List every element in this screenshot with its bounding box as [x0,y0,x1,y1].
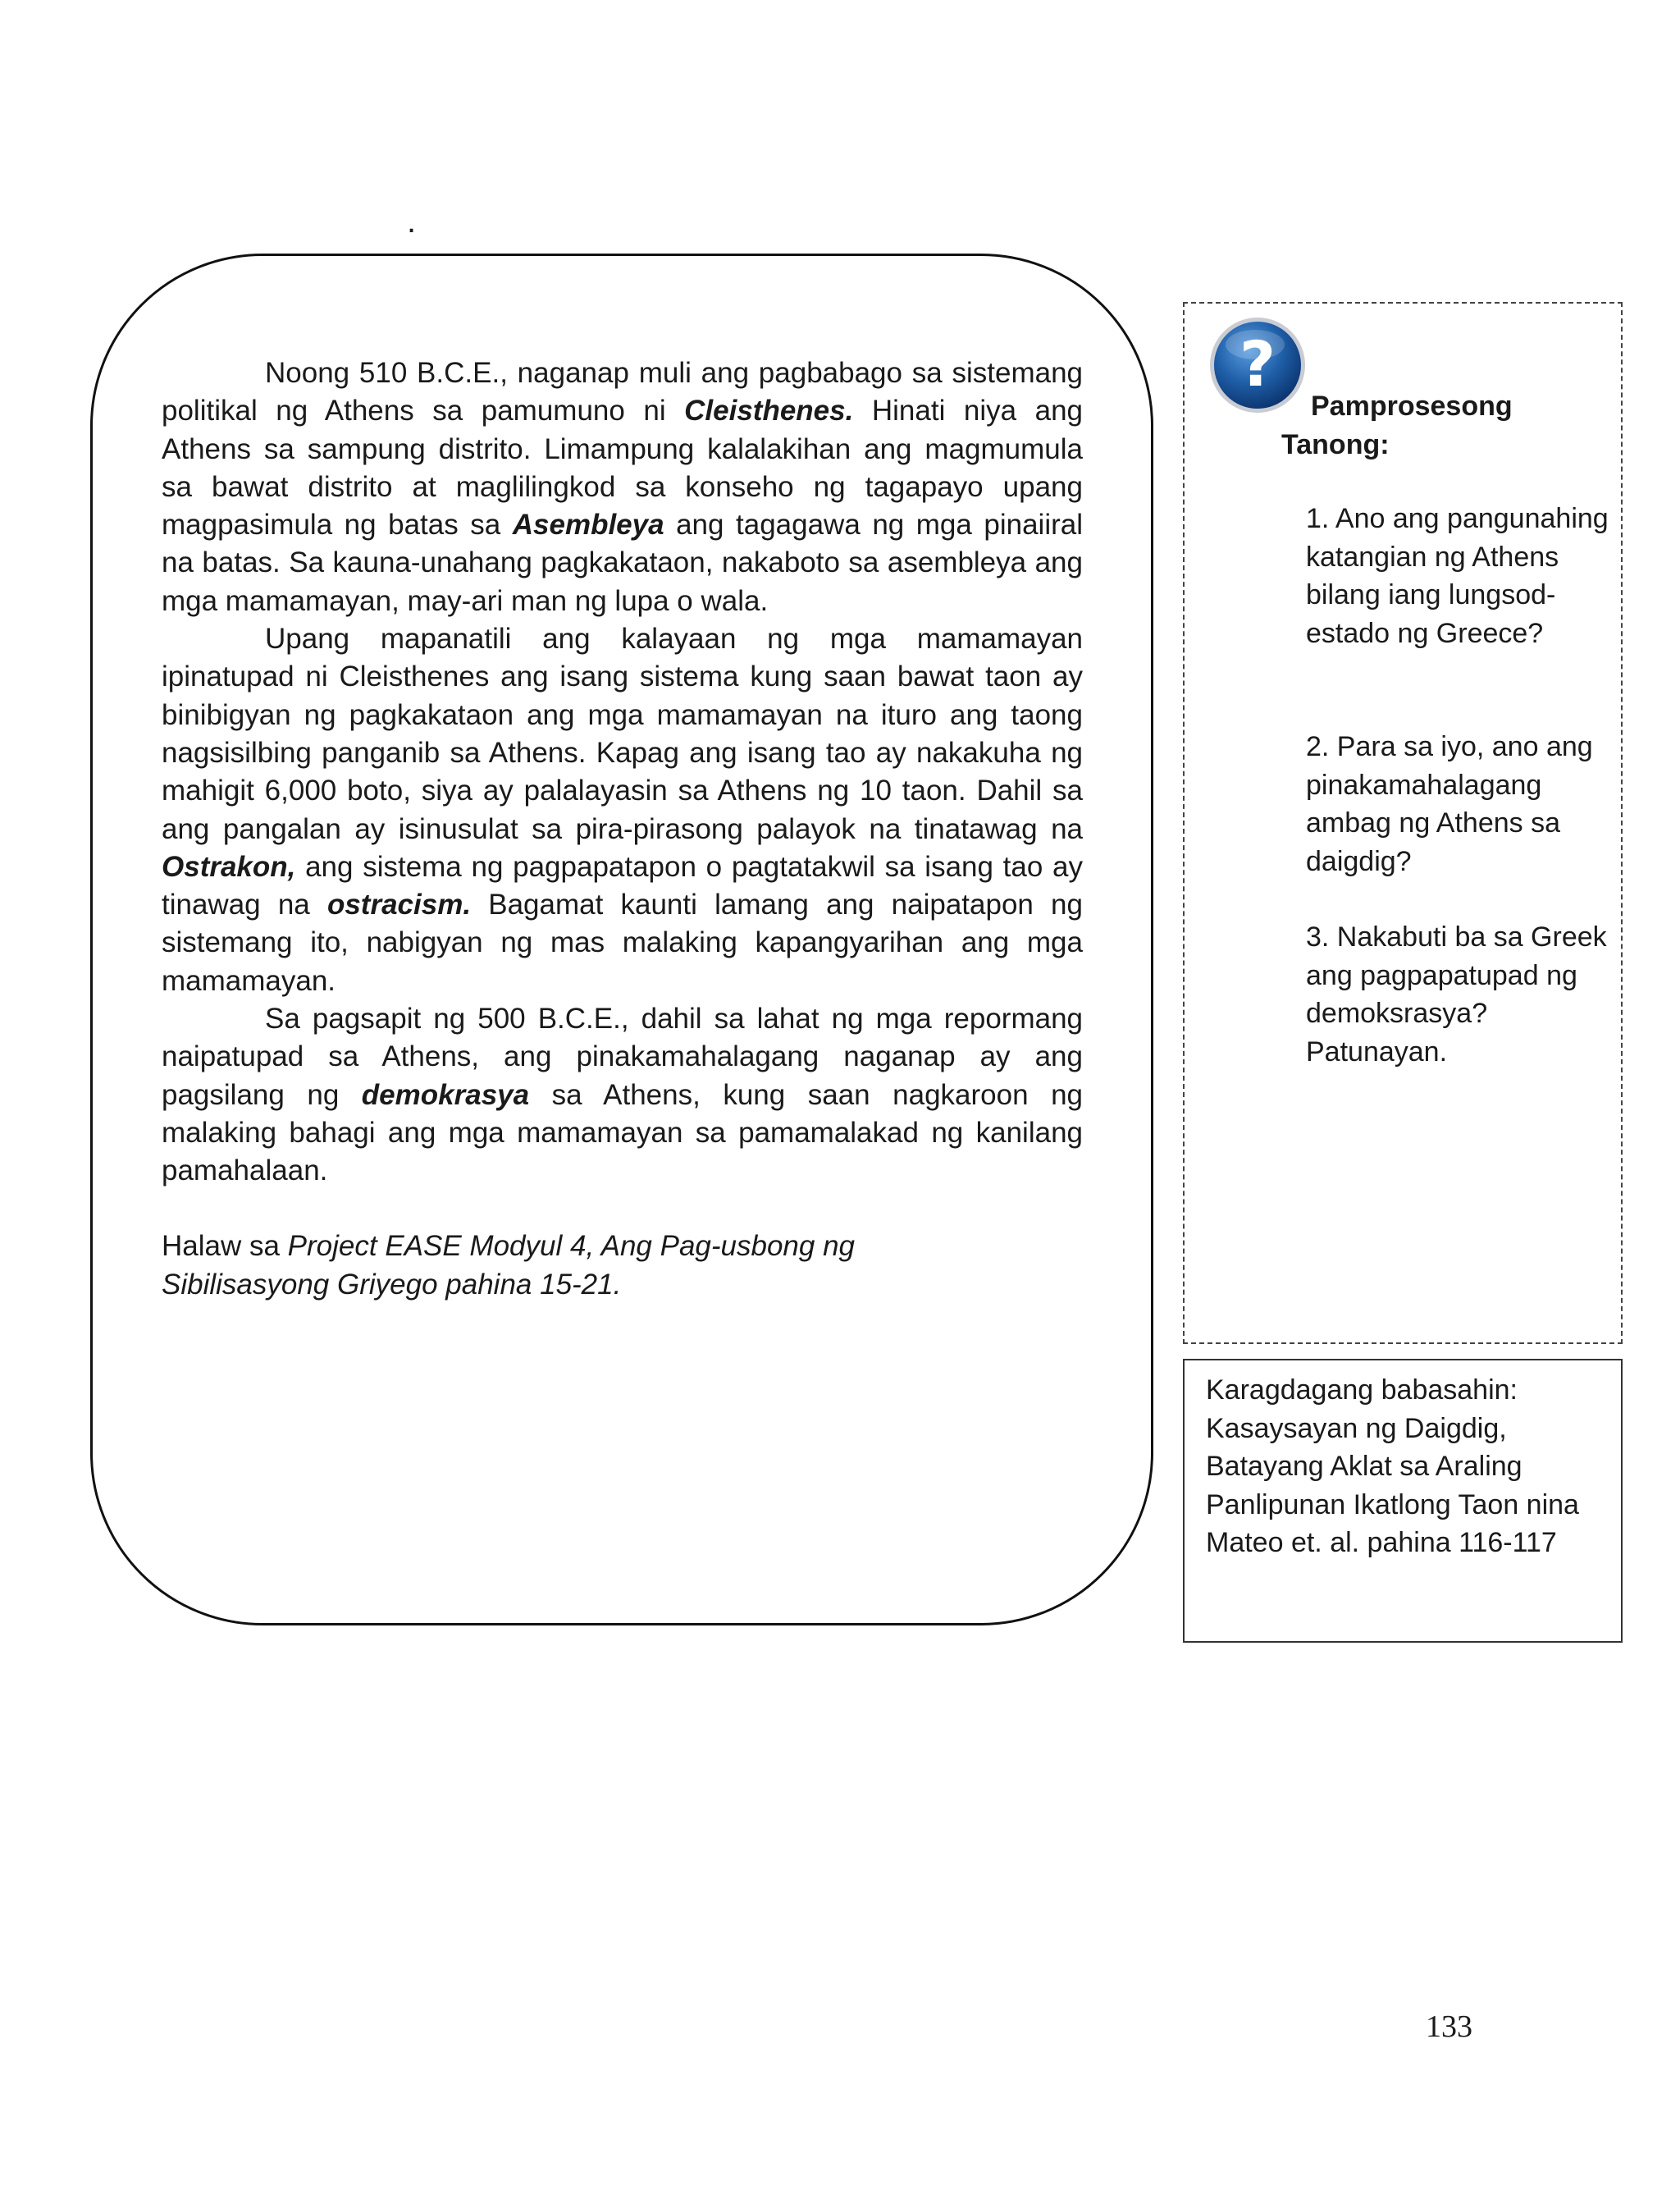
term-demokrasya: demokrasya [361,1078,530,1111]
paragraph-2-text-1: Upang mapanatili ang kalayaan ng mga mamamayan ipinatupad ni Cleisthenes ang isang sistema kung saan bawat taon ay binibigyan ng pagkakataon ang mga mamamayan na ituro ang taong nagsisilbing panganib sa Athens. Kapag ang isang tao ay nakakuha ng mahigit 6,000 boto, siya ay palalayasin sa Athens ng 10 taon. Dahil sa ang pangalan ay isinusulat sa pira-pirasong palayok na tinatawag na [162,623,1083,845]
question-item-3: 3. Nakabuti ba sa Greek ang pagpapatupad ng demoksrasya? Patunayan. [1306,921,1607,1068]
article-text [162,354,1083,1191]
additional-reading-text: Karagdagang babasahin: Kasaysayan ng Daigdig, Batayang Aklat sa Araling Panlipunan Ikatlong Taon nina Mateo et. al. pahina 116-117 [1206,1374,1579,1558]
paragraph-3 [162,1000,1083,1190]
source-title-line1: Project EASE Modyul 4, Ang Pag-usbong ng [287,1230,856,1262]
questions-title-line1: Pamprosesong [1311,391,1513,422]
term-asembleya: Asembleya [512,509,664,542]
source-title-line2: Sibilisasyong Griyego pahina 15-21. [162,1269,622,1301]
paragraph-3-text-1: Sa pagsapit ng 500 B.C.E., dahil sa lahat ng mga repormang naipatupad sa Athens, ang pinakamahalagang naganap ay ang pagsilang ng [162,1003,1083,1111]
svg-text:?: ? [1239,327,1276,400]
source-prefix: Halaw sa [162,1230,288,1262]
questions-title-line2: Tanong: [1281,429,1390,460]
source-citation [162,1227,982,1304]
paragraph-1-text-3: ang tagagawa ng mga pinaiiral na batas. Sa kauna-unahang pagkakataon, nakaboto sa asembleya ang mga mamamayan, may-ari man ng lupa o wala. [162,509,1083,617]
paragraph-1-text-2: Hinati niya ang Athens sa sampung distrito. Limampung kalalakihan ang magmumula sa bawat distrito at maglilingkod sa konseho ng tagapayo upang magpasimula ng batas sa [162,395,1083,542]
paragraph-1-text-1: Noong 510 B.C.E., naganap muli ang pagbabago sa sistemang politikal ng Athens sa pamumuno ni [162,357,1083,427]
question-item-1: 1. Ano ang pangunahing katangian ng Athens bilang iang lungsod-estado ng Greece? [1306,503,1609,649]
paragraph-2-text-3: Bagamat kaunti lamang ang naipatapon ng sistemang ito, nabigyan ng mas malaking kapangyarihan ang mga mamamayan. [162,889,1083,997]
top-mark: . [407,203,417,240]
paragraph-1 [162,354,1083,620]
page-number: 133 [1426,2009,1472,2044]
paragraph-2 [162,620,1083,1000]
term-cleisthenes: Cleisthenes. [684,395,854,427]
term-ostracism: ostracism. [326,889,472,921]
paragraph-2-text-2: ang sistema ng pagpapatapon o pagtatakwil sa isang tao ay tinawag na [162,850,1083,921]
questions-title [1281,387,1593,464]
paragraph-3-text-2: sa Athens, kung saan nagkaroon ng malaking bahagi ang mga mamamayan sa pamamalakad ng kanilang pamahalaan. [162,1078,1083,1187]
term-ostrakon: Ostrakon, [162,850,296,883]
question-item-2: 2. Para sa iyo, ano ang pinakamahalagang ambag ng Athens sa daigdig? [1306,731,1593,877]
